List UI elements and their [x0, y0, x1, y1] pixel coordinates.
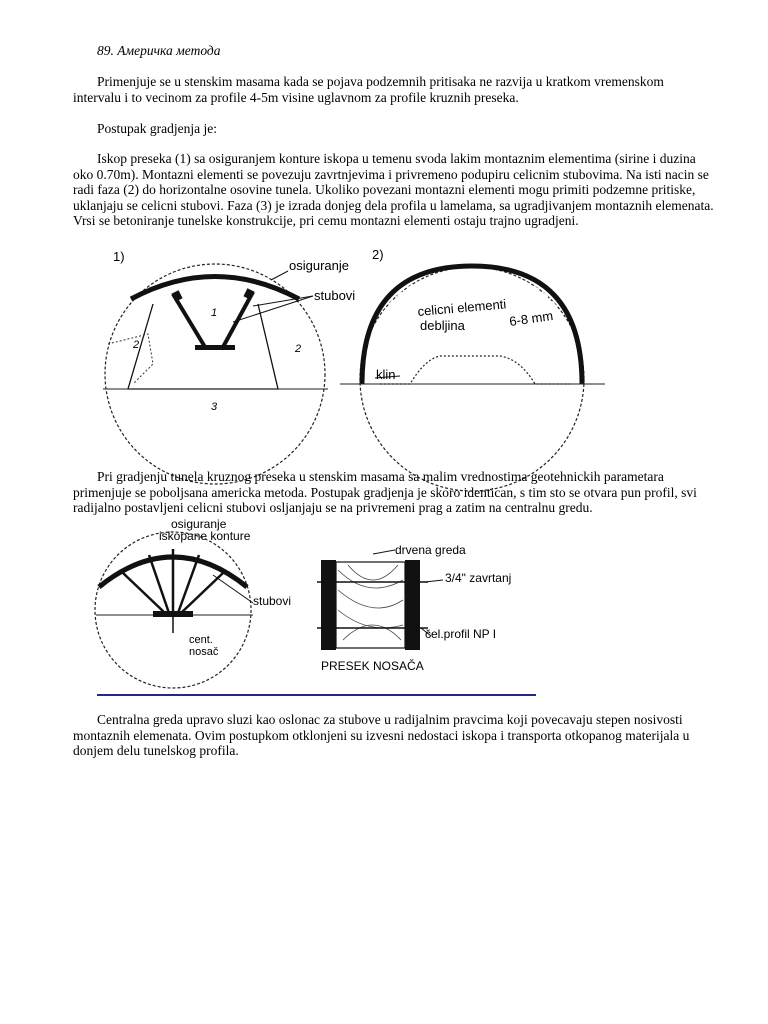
figure1-label: 1): [113, 249, 125, 264]
section-heading: 89. Америчка метода: [97, 43, 221, 58]
sill-beam: [195, 345, 235, 350]
label-thickness-mm: 6-8 mm: [508, 307, 555, 329]
radial-strut-1: [123, 573, 165, 613]
timber-beam: [336, 562, 405, 648]
figure-improved-method: [93, 515, 318, 690]
paragraph-intro-text: Primenjuje se u stenskim masama kada se pojava podzemnih pritisaka ne razvija u kratkom vremenskom intervalu i to vecinom za profile 4-5m visine uglavnom za profile kruznih preseka.: [73, 74, 664, 105]
bench-outline: [380, 356, 570, 384]
label-klin: klin: [376, 367, 396, 382]
radial-strut-2: [149, 555, 169, 613]
label-celicni-elementi: celicni elementi: [416, 296, 507, 319]
label-profil: čel.profil NP I: [425, 627, 497, 641]
paragraph-procedure-title: Postupak gradjenja je:: [97, 121, 217, 136]
strut-right: [223, 292, 253, 347]
crown-lining: [131, 277, 299, 300]
label-cent: cent.: [189, 634, 213, 646]
steel-flange-right: [405, 560, 420, 650]
phase-2-left-number: 2: [133, 339, 140, 351]
phase-1-number: 1: [211, 307, 218, 319]
label-osiguranje: osiguranje: [289, 258, 349, 273]
phase-2-right-number: 2: [295, 343, 302, 355]
paragraph-procedure: [73, 151, 715, 229]
label-osiguranje-2: osiguranje: [171, 517, 227, 531]
figure-steel-elements: [340, 244, 610, 469]
label-debljina: debljina: [420, 318, 465, 333]
figure-beam-section: [313, 540, 543, 675]
label-presek-nosaca: PRESEK NOSAČA: [321, 659, 424, 673]
phase-3-number: 3: [211, 401, 218, 413]
label-iskopane-konture: iskopane konture: [159, 529, 251, 543]
steel-flange-left: [321, 560, 336, 650]
figure-excavation-phases: [93, 244, 356, 469]
label-stubovi: stubovi: [314, 288, 356, 303]
label-stubovi-2: stubovi: [253, 594, 292, 608]
central-beam: [153, 611, 193, 617]
horizontal-rule: [97, 694, 536, 696]
paragraph-procedure-text: Iskop preseka (1) sa osiguranjem konture iskopa u temenu svoda lakim montaznim elementima (sirine i duzina oko 0.70m). Montazni elementi se povezuju zavrtnjevima i privremeno podupiru celicnim stubovima. Na isti nacin se radi faza (2) do horizontalne osovine tunela. Ukoliko povezani montazni elementi mogu primiti podzemne pritiske, uklanjaju se celicni stubovi. Faza (3) je izrada donjeg dela profila u lamelama, sa ugradjivanjem montaznih elemenata. Vrsi se betoniranje tunelske konstrukcije, pri cemu montazni elementi ostaju trajno ugradjeni.: [73, 151, 714, 229]
paragraph-improved-method: [73, 469, 715, 516]
label-drvena-greda: drvena greda: [395, 543, 466, 557]
paragraph-improved-method-text: Pri gradjenju tunela kruznog preseka u stenskim masama sa malim vrednostima geotehnickih parametara primenjuje se poboljsana americka metoda. Postupak gradjenja je skoro identican, s tim sto se otvara pun profil, svi radijalno postavljeni celicni stubovi osljanjaju se na privremeni prag a zatim na centralnu gredu.: [73, 469, 697, 516]
label-zavrtanj: 3/4" zavrtanj: [445, 571, 512, 585]
paragraph-central-beam: [73, 712, 715, 759]
paragraph-intro: [73, 74, 715, 105]
paragraph-central-beam-text: Centralna greda upravo sluzi kao oslonac za stubove u radijalnim pravcima koji povecavaju stepen nosivosti montaznih elemenata. Ovim postupkom otklonjeni su izvesni nedostaci iskopa i transporta otkopanog materijala u donjem delu tunelskog profila.: [73, 712, 690, 759]
figure2-label: 2): [372, 247, 384, 262]
radial-strut-5: [181, 573, 223, 613]
label-nosac: nosač: [189, 646, 219, 658]
strut-left: [173, 294, 205, 347]
